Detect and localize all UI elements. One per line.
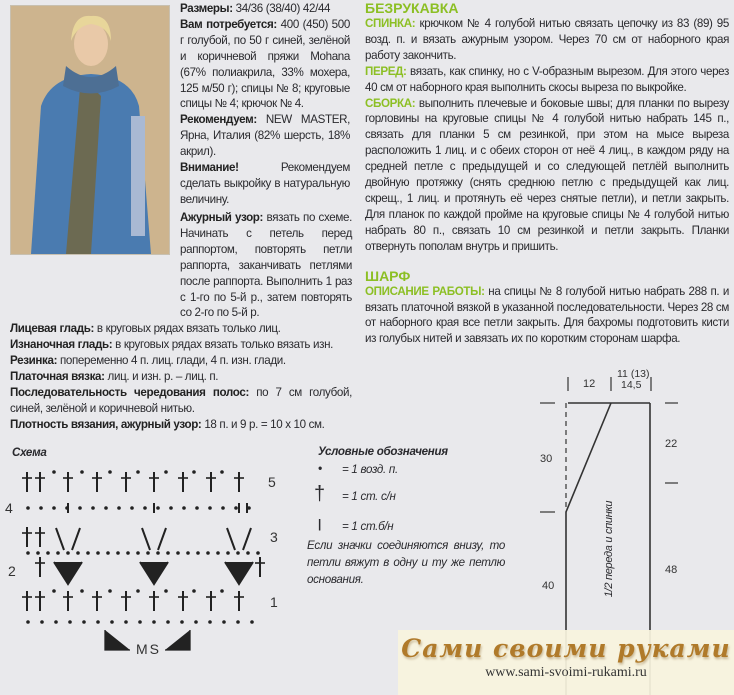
back-label: СПИНКА:: [365, 17, 416, 30]
rib-text: попеременно 4 п. лиц. глади, 4 п. изн. глади.: [57, 354, 286, 368]
chain-dot: [137, 552, 140, 555]
chain-dot: [53, 507, 56, 510]
chain-dot: [237, 621, 240, 624]
chain-dot: [221, 590, 224, 593]
chain-dot: [111, 621, 114, 624]
chain-dot: [87, 552, 90, 555]
row-label-3: 3: [270, 529, 278, 545]
chain-dot: [195, 621, 198, 624]
crochet-chart: [0, 460, 290, 660]
repeat-bracket-left: [105, 630, 130, 650]
chain-dot: [207, 552, 210, 555]
dc-v-stitch: [140, 562, 168, 584]
rec-label: Рекомендуем:: [180, 113, 257, 127]
chain-dot: [221, 471, 224, 474]
dc-v-stitch: [243, 528, 251, 550]
chain-dot: [77, 552, 80, 555]
need-text: 400 (450) 500 г голубой, по 50 г синей, зелёной и коричневой пряжи Mohana (67% полиакрила, 33% мохера, 125 м/50 г); спицы № 8; круговые спицы № 4; крючок № 4.: [180, 17, 350, 111]
chart-title: Схема: [12, 446, 47, 459]
chain-dot: [69, 621, 72, 624]
height-22: 22: [665, 438, 678, 450]
chain-dot: [193, 590, 196, 593]
reverse-text: в круговых рядах вязать только вязать изн.: [112, 338, 334, 352]
row-label-2: 2: [8, 563, 16, 579]
chain-dot: [177, 552, 180, 555]
dc-icon: †: [314, 483, 325, 505]
chain-dot: [227, 552, 230, 555]
chain-dot: [170, 507, 173, 510]
sequence-label: Последовательность чередования полос:: [10, 385, 249, 399]
chain-dot: [251, 621, 254, 624]
repeat-label: MS: [136, 641, 161, 657]
garter-text: лиц. и изн. р. – лиц. п.: [104, 370, 219, 384]
chain-dot: [247, 552, 250, 555]
width-12: 12: [583, 378, 596, 390]
legend-sc: = 1 ст.б/н: [342, 520, 394, 533]
sizes-text: 34/36 (38/40) 42/44: [232, 2, 331, 15]
chain-dot: [217, 552, 220, 555]
garter-label: Платочная вязка:: [10, 370, 105, 384]
gauge-label: Плотность вязания, ажурный узор:: [10, 417, 202, 431]
repeat-bracket-right: [165, 630, 190, 650]
chain-dot: [41, 621, 44, 624]
stitches-block: [10, 210, 352, 433]
chain-dot: [209, 621, 212, 624]
dc-v-stitch: [54, 562, 82, 584]
sc-icon: |: [318, 518, 321, 531]
chain-dot: [53, 590, 56, 593]
legend-dc: = 1 ст. с/н: [342, 490, 396, 503]
vest-section: [365, 0, 729, 347]
legend-title: Условные обозначения: [318, 445, 448, 458]
scarf-title: ШАРФ: [365, 267, 411, 284]
lace-text: вязать по схеме. Начинать с петель перед раппортом, повторять петли раппорта, заканчивать петлями после раппорта. Выполнить 1 раз с 1-го по 5-й р., затем повторять со 2-го по 5-й р.: [180, 211, 352, 320]
chain-dot: [127, 552, 130, 555]
chain-dot: [248, 507, 251, 510]
chain-dot: [37, 552, 40, 555]
chain-dot: [109, 471, 112, 474]
rib-label: Резинка:: [10, 354, 58, 368]
chain-dot: [209, 507, 212, 510]
legend-chain: = 1 возд. п.: [342, 463, 398, 476]
need-label: Вам потребуется:: [180, 17, 277, 31]
chain-dot: [27, 552, 30, 555]
rec-text: NEW MASTER, Ярна, Италия (82% шерсть, 18% акрил).: [180, 113, 350, 159]
chain-dot: [235, 507, 238, 510]
dc-v-stitch: [142, 528, 150, 550]
chain-dot: [131, 507, 134, 510]
chain-dot: [165, 590, 168, 593]
chain-dot: [181, 621, 184, 624]
attention-label: Внимание!: [180, 161, 239, 175]
chain-dot: [53, 471, 56, 474]
chain-dot: [137, 590, 140, 593]
chain-dot: [187, 552, 190, 555]
dc-v-stitch: [225, 562, 253, 584]
chain-dot: [165, 471, 168, 474]
gauge-text: 18 п. и 9 р. = 10 х 10 см.: [201, 417, 325, 431]
chain-dot: [183, 507, 186, 510]
height-40: 40: [542, 580, 555, 592]
chain-dot: [153, 621, 156, 624]
front-label: ПЕРЕД:: [365, 64, 407, 78]
chain-dot: [97, 552, 100, 555]
chain-dot: [167, 552, 170, 555]
chain-dot: [57, 552, 60, 555]
dc-v-stitch: [72, 528, 80, 550]
dc-v-stitch: [227, 528, 235, 550]
legend-note: Если значки соединяются внизу, то петли вяжут в одну и ту же петлю основания.: [307, 539, 505, 586]
row-label-4: 4: [5, 500, 13, 516]
reverse-label: Изнаночная гладь:: [10, 338, 113, 352]
width-11: 11 (13): [617, 368, 650, 380]
work-text: на спицы № 8 голубой нитью набрать 288 п. и вязать платочной вязкой в указанной последовательности. Через 28 см от наборного края все петли закрыть. Для бахромы подготовить кисти из голубых нитей и завязать их по коротким сторонам шарфа.: [365, 284, 729, 346]
materials-column: [180, 1, 350, 208]
chain-dot: [83, 621, 86, 624]
chain-dot: [79, 507, 82, 510]
chain-dot: [81, 590, 84, 593]
chain-dot: [117, 552, 120, 555]
chain-dot: [40, 507, 43, 510]
chain-icon: •: [318, 462, 322, 475]
chain-dot: [55, 621, 58, 624]
front-text: вязать, как спинку, но с V-образным вырезом. Для этого через 40 см от наборного края выполнить скосы выреза по выкройке.: [365, 64, 729, 94]
assembly-label: СБОРКА:: [365, 96, 416, 110]
chain-dot: [157, 507, 160, 510]
dc-v-stitch: [158, 528, 166, 550]
chain-dot: [67, 552, 70, 555]
chain-dot: [81, 471, 84, 474]
lace-label: Ажурный узор:: [180, 211, 264, 224]
chain-dot: [47, 552, 50, 555]
work-label: ОПИСАНИЕ РАБОТЫ:: [365, 284, 485, 298]
vest-title: БЕЗРУКАВКА: [365, 0, 459, 16]
chain-dot: [222, 507, 225, 510]
height-48: 48: [665, 564, 678, 576]
chain-dot: [109, 590, 112, 593]
height-30: 30: [540, 453, 553, 465]
chain-dot: [223, 621, 226, 624]
chain-dot: [27, 621, 30, 624]
stockinette-text: в круговых рядах вязать только лиц.: [94, 322, 281, 336]
watermark-url: www.sami-svoimi-rukami.ru: [485, 665, 647, 680]
chain-dot: [137, 471, 140, 474]
chain-dot: [92, 507, 95, 510]
sizes-label: Размеры:: [180, 2, 233, 15]
sequence-text: по 7 см голубой, синей, зелёной и коричневой нитью.: [10, 385, 352, 415]
chain-dot: [118, 507, 121, 510]
chain-dot: [257, 552, 260, 555]
assembly-text: выполнить плечевые и боковые швы; для планки по вырезу горловины на круговые спицы № 4 голубой нитью набрать 145 п., связать для планки 5 см резинкой, при этом на мысе выреза расположить 1 лиц. и с обеих сторон от неё 4 лиц., в каждом ряду на средней петле с предыдущей и со следующей петлёй выполнить двойную протяжку (снять среднюю петлю с предыдущей как лиц. скрещ., 1 лиц. и протянуть её через снятые петли), и петли закрыть. Для планок по каждой пройме на круговые спицы № 4 голубой нитью набрать 80 п., связать 10 см резинкой и петли закрыть. Планки отвернуть пополам внутрь и пришить.: [365, 96, 729, 253]
chain-dot: [139, 621, 142, 624]
chain-dot: [147, 552, 150, 555]
chain-dot: [196, 507, 199, 510]
chain-dot: [157, 552, 160, 555]
width-14-5: 14,5: [621, 379, 642, 391]
watermark-title: Сами своими руками: [401, 634, 731, 663]
back-text: крючком № 4 голубой нитью связать цепочку из 83 (89) 95 возд. п. и вязать ажурным узором. Через 70 см от наборного края работу закончить.: [365, 17, 729, 62]
chain-dot: [27, 507, 30, 510]
chain-dot: [97, 621, 100, 624]
chain-dot: [197, 552, 200, 555]
chain-dot: [125, 621, 128, 624]
chain-dot: [107, 552, 110, 555]
chain-dot: [105, 507, 108, 510]
chain-dot: [167, 621, 170, 624]
pattern-caption: 1/2 переда и спинки: [603, 500, 615, 598]
stockinette-label: Лицевая гладь:: [10, 322, 95, 336]
dc-v-stitch: [56, 528, 64, 550]
chain-dot: [237, 552, 240, 555]
chain-dot: [193, 471, 196, 474]
row-label-1: 1: [270, 594, 278, 610]
chain-dot: [144, 507, 147, 510]
watermark: [398, 630, 734, 695]
row-label-5: 5: [268, 474, 276, 490]
attention-text: Рекомендуем сделать выкройку в натуральную величину.: [180, 161, 350, 206]
